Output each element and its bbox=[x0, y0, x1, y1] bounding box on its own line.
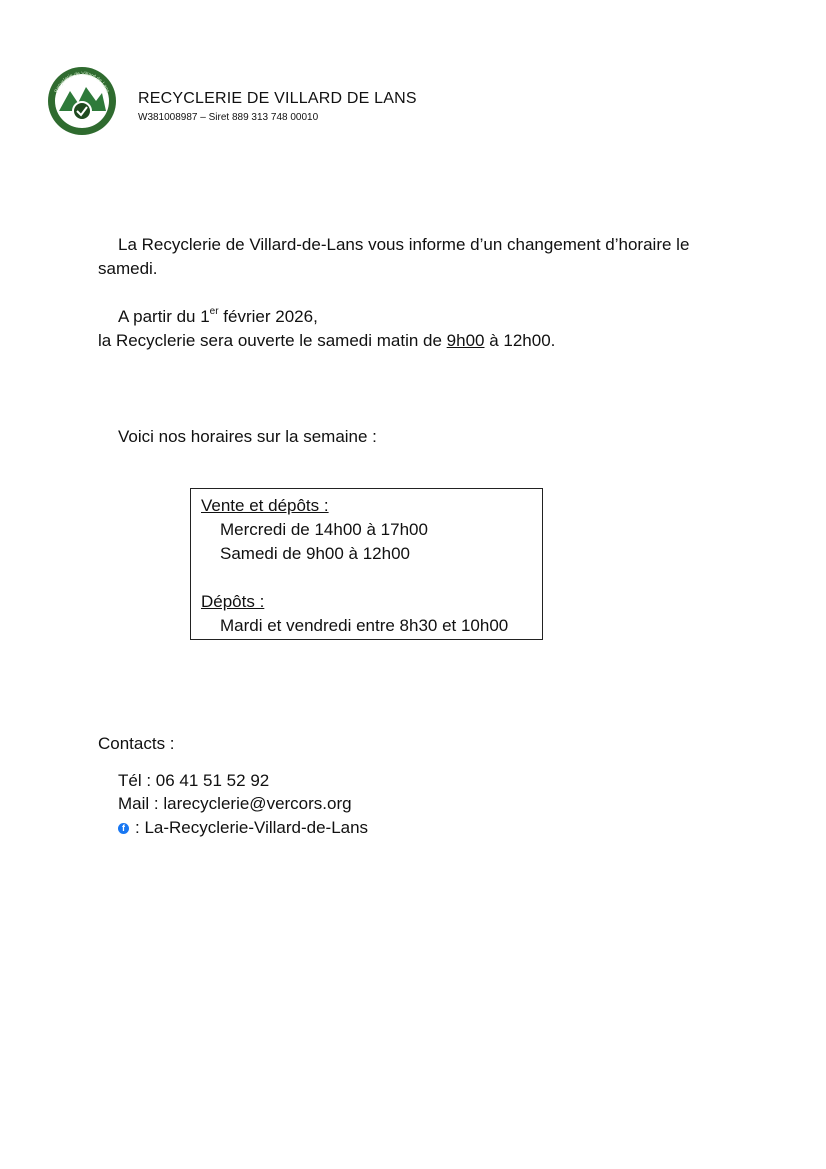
contacts-heading: Contacts : bbox=[98, 734, 175, 753]
deposits-days: Mardi et vendredi entre 8h30 et 10h00 bbox=[220, 616, 509, 635]
schedule-box bbox=[190, 488, 543, 640]
contact-mail[interactable]: Mail : larecyclerie@vercors.org bbox=[118, 794, 352, 813]
effective-date bbox=[118, 305, 318, 329]
organization-name: RECYCLERIE DE VILLARD DE LANS bbox=[138, 90, 417, 107]
contact-facebook[interactable] bbox=[118, 816, 368, 840]
date-suffix: février 2026, bbox=[218, 307, 318, 326]
deposits-heading: Dépôts : bbox=[201, 592, 265, 611]
contact-phone: Tél : 06 41 51 52 92 bbox=[118, 771, 270, 790]
hours-start: 9h00 bbox=[446, 331, 485, 350]
organization-identifiers: W381008987 – Siret 889 313 748 00010 bbox=[138, 112, 319, 123]
recyclerie-logo bbox=[46, 63, 118, 139]
sales-saturday: Samedi de 9h00 à 12h00 bbox=[220, 544, 410, 563]
intro-line-1: La Recyclerie de Villard-de-Lans vous informe d’un changement d’horaire le bbox=[118, 235, 690, 254]
date-ordinal: er bbox=[209, 306, 219, 318]
intro-line-2: samedi. bbox=[98, 259, 158, 278]
sales-heading: Vente et dépôts : bbox=[201, 496, 329, 515]
sales-wednesday: Mercredi de 14h00 à 17h00 bbox=[220, 520, 428, 539]
logo-text: Recyclerie de Villard de Lans bbox=[53, 70, 111, 94]
facebook-icon: f bbox=[118, 823, 129, 834]
week-intro: Voici nos horaires sur la semaine : bbox=[118, 427, 377, 446]
hours-prefix: la Recyclerie sera ouverte le samedi matin de bbox=[98, 331, 447, 350]
facebook-page[interactable]: : La-Recyclerie-Villard-de-Lans bbox=[135, 818, 369, 837]
date-prefix: A partir du 1 bbox=[118, 307, 210, 326]
new-saturday-hours bbox=[98, 329, 555, 353]
hours-suffix: à 12h00. bbox=[484, 331, 556, 350]
